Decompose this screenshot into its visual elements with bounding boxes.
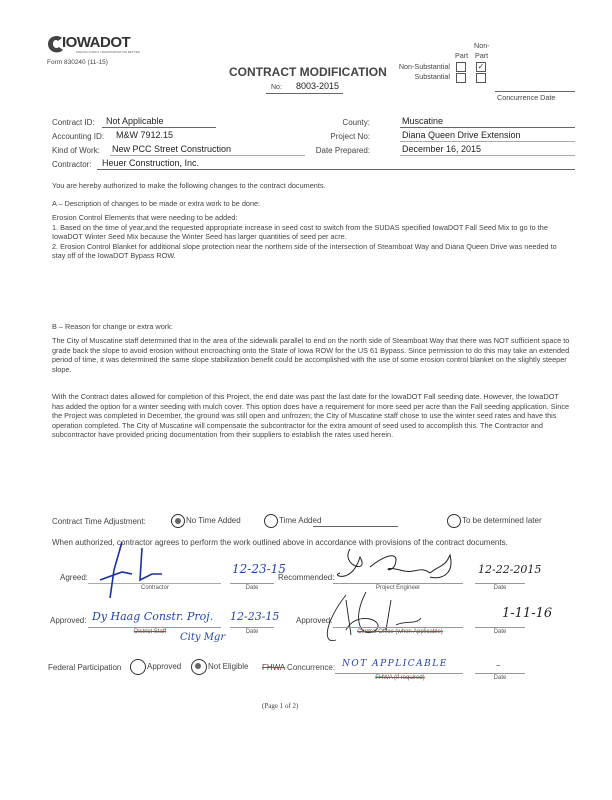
radio-selected-icon[interactable]	[171, 514, 185, 528]
agreed-date-line	[230, 583, 274, 584]
radio-no-time-added[interactable]	[171, 514, 241, 528]
row-nonsubstantial: Non-Substantial	[398, 62, 450, 71]
approved2-date-caption: Date	[493, 629, 507, 635]
radio-approved[interactable]	[130, 659, 181, 675]
logo-text: IOWADOT	[62, 34, 131, 51]
no-value: 8003-2015	[296, 81, 340, 91]
county-line	[400, 127, 575, 128]
agreed-label: Agreed:	[60, 573, 89, 582]
concurrence-date-line	[495, 91, 575, 92]
kind-of-work-value[interactable]: New PCC Street Construction	[112, 144, 232, 154]
county-label: County:	[342, 118, 370, 127]
approved-date[interactable]: 12-23-15	[230, 610, 280, 623]
radio-label: No Time Added	[186, 516, 241, 526]
page-number: (Page 1 of 2)	[262, 702, 299, 710]
approved2-date[interactable]: 1-11-16	[502, 606, 553, 621]
contractor-label: Contractor:	[52, 160, 92, 169]
date-prepared-label: Date Prepared:	[315, 146, 370, 155]
radio-selected-icon[interactable]	[191, 659, 207, 675]
county-value[interactable]: Muscatine	[402, 116, 444, 126]
agreed-date-caption: Date	[245, 585, 259, 591]
contractor-value[interactable]: Heuer Construction, Inc.	[102, 158, 200, 168]
fhwa-caption: FHWA (if required)	[375, 675, 425, 681]
recommended-date[interactable]: 12-22-2015	[478, 563, 542, 576]
kind-of-work-label: Kind of Work:	[52, 146, 100, 155]
section-a-line-2: 1. Based on the time of year,and the requested appropriate increase in seed cost to switch from the SUDAS specified IowaDOT Fall Seed Mix to go to the IowaDOT Winter Seed Mix because the Winter Seed has larger quantities of seed per acre.	[52, 222, 548, 242]
contract-id-label: Contract ID:	[52, 118, 95, 127]
approved2-date-line	[475, 627, 525, 628]
approved-date-line	[230, 627, 274, 628]
accounting-id-value[interactable]: M&W 7912.15	[116, 130, 174, 140]
column-part: Part	[455, 51, 469, 60]
kind-of-work-line	[110, 155, 305, 156]
fhwa-label-text: Concurrence:	[284, 663, 336, 672]
project-no-label: Project No:	[330, 132, 370, 141]
row-substantial: Substantial	[414, 72, 450, 81]
section-a-heading: A – Description of changes to be made or extra work to be done:	[52, 199, 261, 208]
district-staff-line	[88, 627, 221, 628]
agreement-text: When authorized, contractor agrees to perform the work outlined above in accordance with provisions of the contract documents.	[52, 538, 508, 547]
approved2-label: Approved:	[296, 616, 333, 625]
intro-text: You are hereby authorized to make the following changes to the contract documents.	[52, 181, 326, 190]
central-office-signature	[316, 590, 426, 650]
section-a-line-3: 2. Erosion Control Blanket for additional slope protection near the northern side of the intersection of Steamboat Way and Diana Queen Drive was needed to stay off of the IowaDOT Bypass ROW.	[52, 241, 557, 261]
recommended-date-caption: Date	[493, 585, 507, 591]
section-b-para-1: The City of Muscatine staff determined that in the area of the sidewalk parallel to end on the north side of Steamboat Way that there was NOT sufficient space to grade back the slope to avoid erosion without encroaching onto the State of Iowa ROW for the US 61 Bypass. Since permission to do this may take an extended period of time, it was determined the same slope stabilization benefit could be accomplished with the use of some erosion control blanket on the slightly steeper slope.	[52, 336, 570, 374]
fhwa-date-line	[475, 673, 525, 674]
fhwa-date-caption: Date	[493, 675, 507, 681]
nonsubstantial-part-checkbox[interactable]	[456, 62, 466, 72]
contract-id-line	[102, 127, 216, 128]
column-nonpart: Part	[475, 51, 489, 60]
fhwa-date[interactable]: –	[496, 661, 501, 671]
central-office-caption: Central Office (when Applicable)	[357, 629, 443, 635]
recommended-date-line	[475, 583, 525, 584]
approved-date-caption: Date	[245, 629, 259, 635]
radio-label: Time Added	[279, 516, 322, 526]
contract-id-value[interactable]: Not Applicable	[106, 116, 164, 126]
fhwa-struck-text: FHWA	[262, 663, 285, 672]
nonsubstantial-nonpart-checkbox[interactable]: ✓	[477, 62, 485, 71]
contractor-signature	[92, 540, 172, 600]
radio-empty-icon[interactable]	[447, 514, 461, 528]
agreed-date[interactable]: 12-23-15	[232, 562, 286, 576]
column-non: Non-	[474, 41, 490, 50]
section-a-line-1: Erosion Control Elements that were needing to be added:	[52, 213, 238, 222]
time-added-line	[313, 526, 398, 527]
approved-label: Approved:	[50, 616, 87, 625]
radio-label: Not Eligible	[208, 662, 249, 672]
section-a-text	[52, 213, 572, 261]
radio-empty-icon[interactable]	[130, 659, 146, 675]
central-office-line	[333, 627, 463, 628]
concurrence-date-label: Concurrence Date	[497, 93, 556, 102]
radio-not-eligible[interactable]	[191, 659, 248, 675]
substantial-part-checkbox[interactable]	[456, 73, 466, 83]
no-underline	[266, 93, 343, 94]
project-no-value[interactable]: Diana Queen Drive Extension	[402, 130, 521, 140]
radio-to-be-determined[interactable]	[447, 514, 542, 528]
radio-label: Approved	[147, 662, 182, 672]
section-b-para-2: With the Contract dates allowed for completion of this Project, the end date was past the last date for the IowaDOT Fall seeding date. However, the IowaDOT has added the option for a winter seeding with mulch cover. This option does have a requirement for more seed per acre than the Fall seeding application. Since the Project was completed in December, the ground was still open and unfrozen; the City of Muscatine staff chose to use the winter seed rates and have this operation completed. The City of Muscatine will compensate the subcontractor for the extra amount of seed used to accomplish this. The Contractor and subcontractor have provided pricing documentation from their suppliers to establish the rates used herein.	[52, 392, 570, 440]
contractor-caption: Contractor	[140, 585, 169, 591]
radio-label: To be determined later	[462, 516, 542, 526]
fhwa-concurrence-label	[262, 663, 335, 672]
district-signature: Dy Haag Constr. Proj.	[92, 610, 214, 623]
date-prepared-line	[400, 155, 575, 156]
date-prepared-value[interactable]: December 16, 2015	[402, 144, 482, 154]
logo-tagline: MAKING IOWA'S TRANSPORTATION BETTER	[76, 50, 140, 54]
form-number: Form 830240 (11-15)	[47, 59, 108, 66]
fhwa-line	[335, 673, 463, 674]
no-label: No:	[271, 84, 282, 91]
fhwa-value[interactable]: NOT APPLICABLE	[342, 659, 448, 669]
section-b-heading: B – Reason for change or extra work:	[52, 322, 173, 331]
project-no-line	[400, 141, 575, 142]
project-engineer-caption: Project Engineer	[375, 585, 421, 591]
document-title: CONTRACT MODIFICATION	[229, 65, 387, 79]
district-handwritten-note: City Mgr	[180, 632, 226, 643]
contractor-line	[97, 169, 575, 170]
accounting-id-label: Accounting ID:	[52, 132, 105, 141]
federal-participation-label: Federal Participation	[48, 663, 122, 672]
recommended-label: Recommended:	[278, 573, 335, 582]
substantial-nonpart-checkbox[interactable]	[476, 73, 486, 83]
time-adjustment-label: Contract Time Adjustment:	[52, 517, 146, 526]
radio-empty-icon[interactable]	[264, 514, 278, 528]
iowadot-logo	[46, 33, 138, 60]
district-staff-caption: District Staff	[133, 629, 167, 635]
